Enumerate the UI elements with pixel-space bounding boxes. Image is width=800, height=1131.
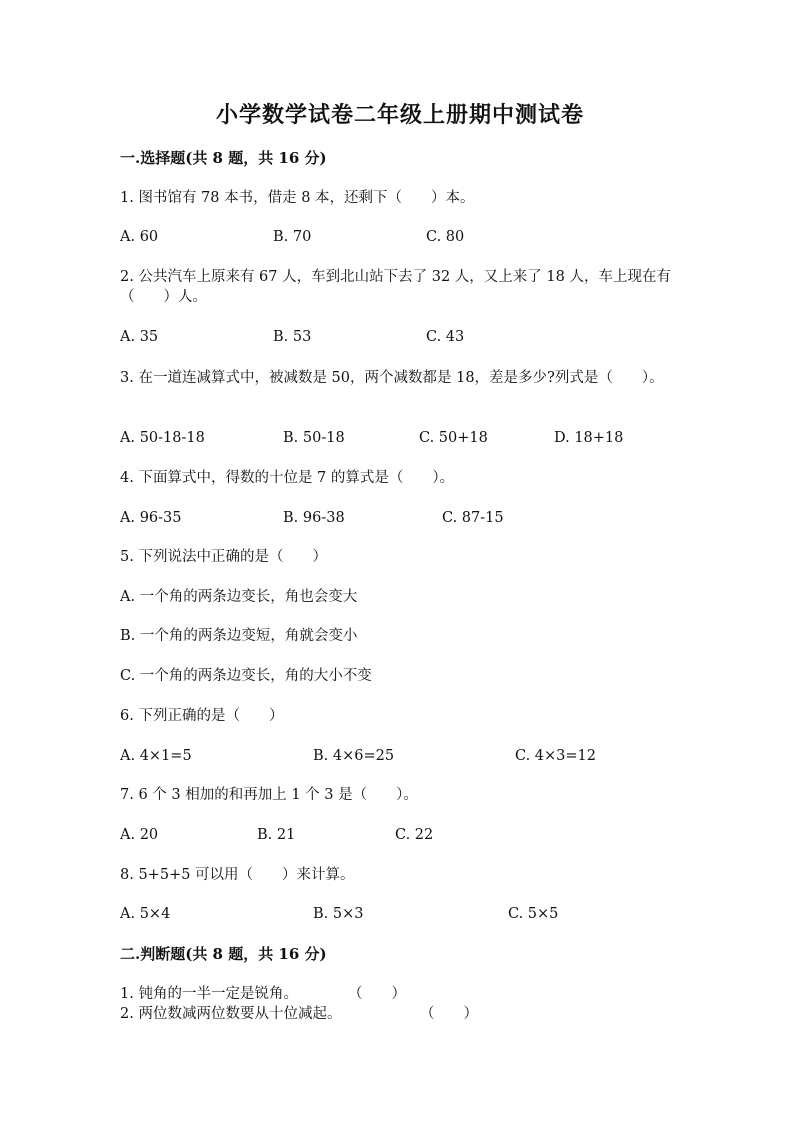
page-title: 小学数学试卷二年级上册期中测试卷 — [215, 102, 584, 128]
judgement-item-1 — [120, 984, 720, 1004]
option-c: C. 22 — [395, 827, 434, 843]
option-c: C. 4×3=12 — [515, 748, 596, 764]
answer-blank: （ ） — [420, 1006, 478, 1022]
judgement-text: 2. 两位数减两位数要从十位减起。 — [120, 1006, 342, 1022]
section-heading-choice: 一.选择题(共 8 题，共 16 分) — [120, 149, 327, 167]
option-c: C. 5×5 — [508, 906, 559, 922]
option-a: A. 50-18-18 — [120, 430, 205, 446]
question-6: 6. 下列正确的是（ ） — [120, 708, 284, 724]
options-3 — [120, 428, 720, 448]
option-a: A. 20 — [120, 827, 159, 843]
option-a: A. 5×4 — [120, 906, 171, 922]
answer-blank: （ ） — [348, 986, 406, 1002]
option-c: C. 80 — [426, 229, 465, 245]
question-3: 3. 在一道连减算式中，被减数是 50，两个减数都是 18，差是多少?列式是（ ）。 — [120, 370, 664, 386]
question-2: 2. 公共汽车上原来有 67 人，车到北山站下去了 32 人，又上来了 18 人，车上现在有（ ）人。 — [120, 269, 671, 305]
options-2 — [120, 327, 720, 347]
option-b: B. 21 — [257, 827, 296, 843]
options-8 — [120, 904, 720, 924]
option-b: B. 4×6=25 — [313, 748, 395, 764]
question-4: 4. 下面算式中，得数的十位是 7 的算式是（ ）。 — [120, 470, 455, 486]
option-d: D. 18+18 — [554, 430, 624, 446]
option-b: B. 53 — [273, 329, 312, 345]
question-7: 7. 6 个 3 相加的和再加上 1 个 3 是（ ）。 — [120, 787, 418, 803]
option-b: B. 50-18 — [283, 430, 345, 446]
option-b: B. 5×3 — [313, 906, 364, 922]
question-8: 8. 5+5+5 可以用（ ）来计算。 — [120, 867, 355, 883]
option-a: A. 一个角的两条边变长，角也会变大 — [120, 589, 358, 605]
option-c: C. 50+18 — [419, 430, 488, 446]
section-heading-judgement: 二.判断题(共 8 题，共 16 分) — [120, 945, 327, 963]
options-6 — [120, 746, 720, 766]
option-a: A. 60 — [120, 229, 159, 245]
option-b: B. 70 — [273, 229, 312, 245]
option-a: A. 4×1=5 — [120, 748, 192, 764]
judgement-item-2 — [120, 1004, 720, 1024]
question-5: 5. 下列说法中正确的是（ ） — [120, 549, 327, 565]
option-b: B. 96-38 — [283, 510, 345, 526]
option-c: C. 43 — [426, 329, 465, 345]
options-7 — [120, 825, 720, 845]
options-4 — [120, 508, 720, 528]
judgement-text: 1. 钝角的一半一定是锐角。 — [120, 986, 298, 1002]
option-c: C. 87-15 — [442, 510, 504, 526]
option-c: C. 一个角的两条边变长，角的大小不变 — [120, 668, 372, 684]
option-a: A. 96-35 — [120, 510, 182, 526]
option-a: A. 35 — [120, 329, 159, 345]
option-b: B. 一个角的两条边变短，角就会变小 — [120, 628, 358, 644]
options-1 — [120, 227, 720, 247]
question-1: 1. 图书馆有 78 本书，借走 8 本，还剩下（ ）本。 — [120, 190, 475, 206]
